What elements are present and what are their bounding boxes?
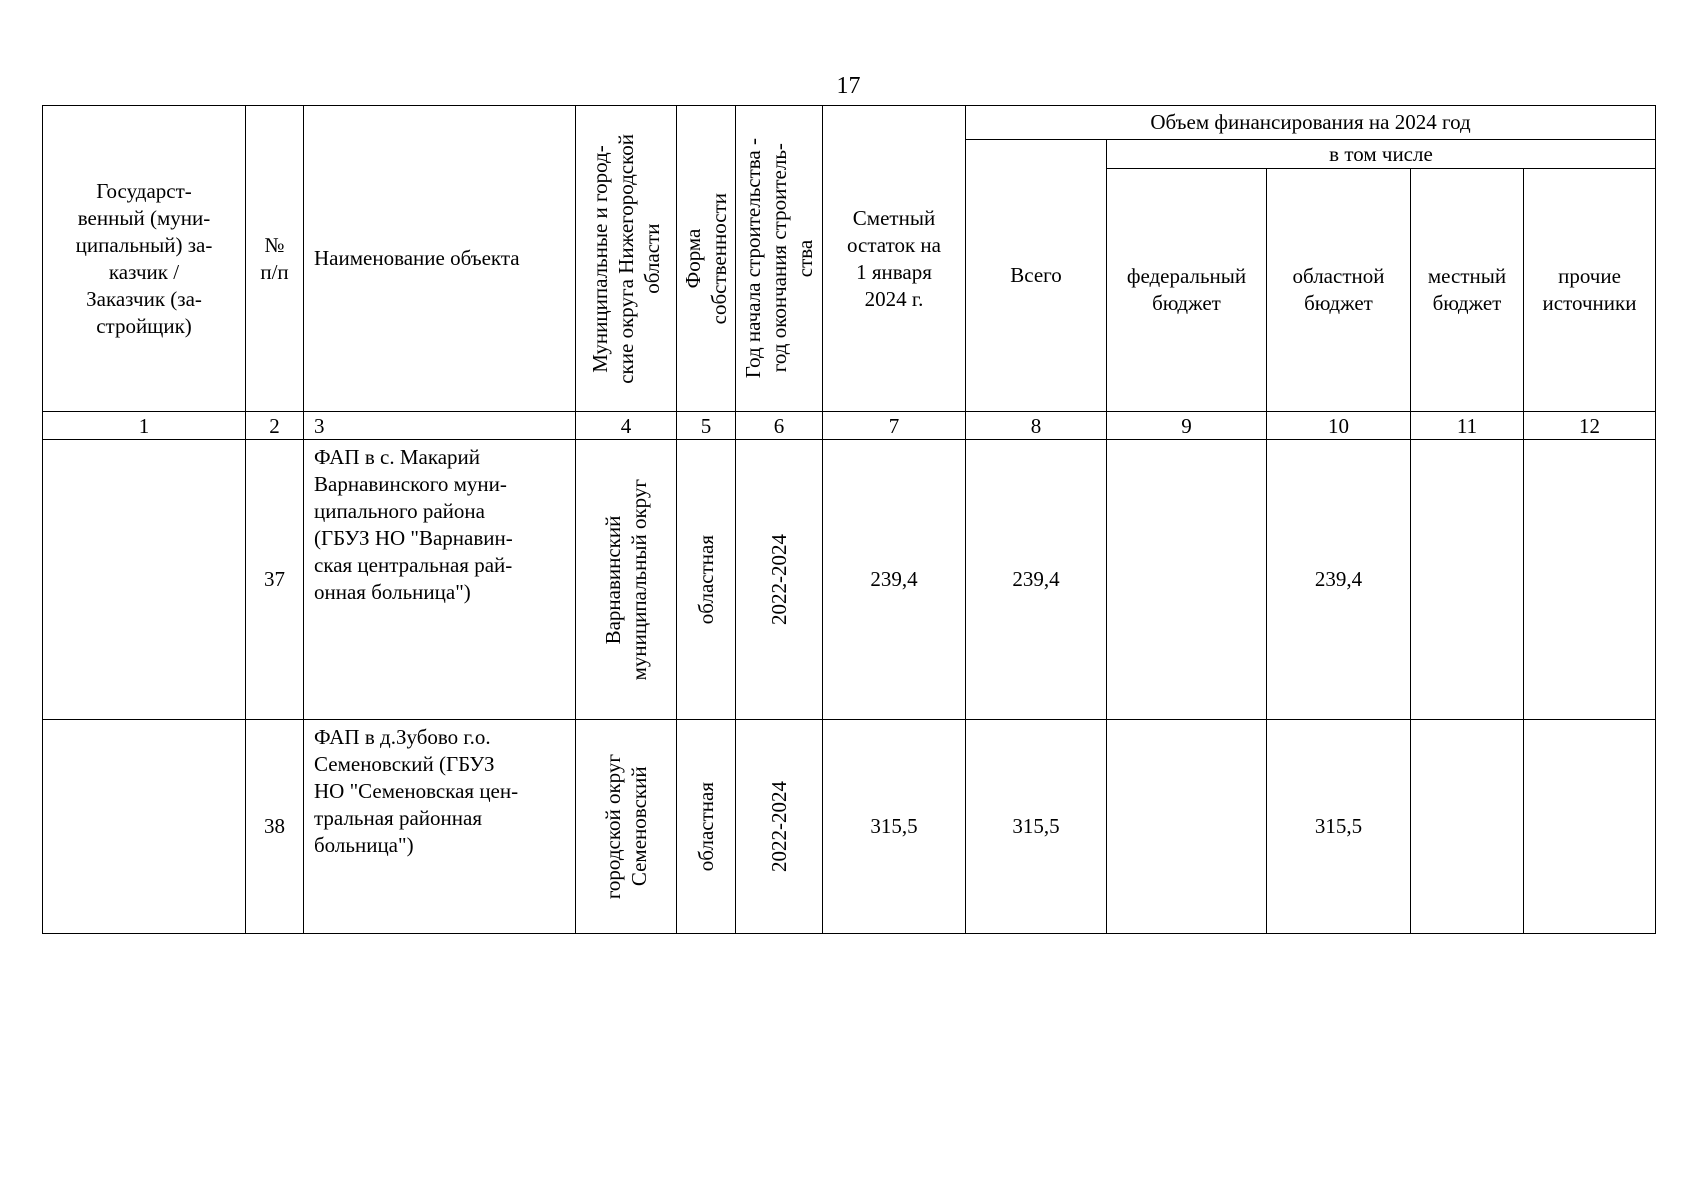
cell-customer	[43, 440, 246, 720]
header-remainder: Сметный остаток на 1 января 2024 г.	[823, 106, 966, 412]
header-regional: областной бюджет	[1267, 169, 1411, 412]
header-municipal-text: Муниципальные и город- ские округа Нижегородской области	[588, 133, 664, 384]
cell-remainder: 239,4	[823, 440, 966, 720]
column-number-row	[43, 412, 1656, 440]
header-number: № п/п	[246, 106, 304, 412]
header-local: местный бюджет	[1411, 169, 1524, 412]
financing-table	[42, 105, 1656, 934]
cell-municipal	[576, 440, 677, 720]
column-number: 3	[304, 412, 576, 440]
cell-remainder: 315,5	[823, 720, 966, 934]
header-years	[736, 106, 823, 412]
header-row-1	[43, 106, 1656, 140]
header-ownership-text: Форма собственности	[681, 192, 731, 325]
cell-municipal	[576, 720, 677, 934]
cell-years-text: 2022-2024	[767, 534, 791, 625]
header-ownership	[677, 106, 736, 412]
cell-ownership-text: областная	[694, 781, 718, 872]
column-number: 2	[246, 412, 304, 440]
cell-other	[1524, 720, 1656, 934]
header-including: в том числе	[1107, 140, 1656, 169]
header-years-text: Год начала строительства - год окончания строитель- ства	[741, 138, 817, 379]
cell-object-name: ФАП в д.Зубово г.о. Семеновский (ГБУЗ НО "Семеновская цен- тральная районная больница")	[304, 720, 576, 934]
page-number: 17	[836, 73, 861, 99]
header-customer: Государст- венный (муни- ципальный) за- казчик / Заказчик (за- стройщик)	[43, 106, 246, 412]
table-row	[43, 720, 1656, 934]
cell-regional: 315,5	[1267, 720, 1411, 934]
cell-municipal-text: городской округ Семеновский	[601, 753, 651, 900]
cell-number: 37	[246, 440, 304, 720]
cell-municipal-text: Варнавинский муниципальный округ	[601, 478, 651, 681]
cell-customer	[43, 720, 246, 934]
header-object-name: Наименование объекта	[304, 106, 576, 412]
cell-other	[1524, 440, 1656, 720]
header-federal: федеральный бюджет	[1107, 169, 1267, 412]
cell-object-name: ФАП в с. Макарий Варнавинского муни- ципального района (ГБУЗ НО "Варнавин- ская центральная рай- онная больница")	[304, 440, 576, 720]
cell-local	[1411, 720, 1524, 934]
cell-ownership-text: областная	[694, 534, 718, 625]
column-number: 12	[1524, 412, 1656, 440]
column-number: 4	[576, 412, 677, 440]
header-municipal	[576, 106, 677, 412]
column-number: 11	[1411, 412, 1524, 440]
cell-total: 239,4	[966, 440, 1107, 720]
table-row	[43, 440, 1656, 720]
header-funding-group: Объем финансирования на 2024 год	[966, 106, 1656, 140]
cell-local	[1411, 440, 1524, 720]
cell-ownership	[677, 440, 736, 720]
column-number: 6	[736, 412, 823, 440]
cell-years	[736, 720, 823, 934]
column-number: 10	[1267, 412, 1411, 440]
column-number: 8	[966, 412, 1107, 440]
column-number: 5	[677, 412, 736, 440]
column-number: 7	[823, 412, 966, 440]
cell-regional: 239,4	[1267, 440, 1411, 720]
column-number: 9	[1107, 412, 1267, 440]
cell-ownership	[677, 720, 736, 934]
cell-years-text: 2022-2024	[767, 781, 791, 872]
cell-federal	[1107, 720, 1267, 934]
header-total: Всего	[966, 140, 1107, 412]
cell-years	[736, 440, 823, 720]
cell-number: 38	[246, 720, 304, 934]
header-other: прочие источники	[1524, 169, 1656, 412]
cell-federal	[1107, 440, 1267, 720]
cell-total: 315,5	[966, 720, 1107, 934]
column-number: 1	[43, 412, 246, 440]
